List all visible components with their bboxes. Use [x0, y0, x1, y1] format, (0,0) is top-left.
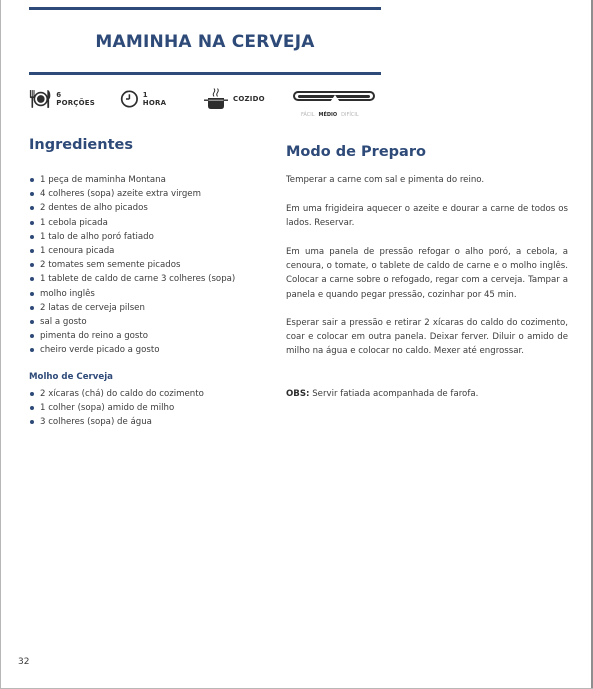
preparation-step: Em uma panela de pressão refogar o alho poró, a cebola, a cenoura, o tomate, o tablete de caldo de carne e o molho inglês. Colocar a carne sobre o refogado, regar com a cerveja. Tampar a panela e quando pegar pressão, cozinhar por 45 min.	[286, 247, 568, 300]
ingredients-heading: Ingredientes	[29, 137, 133, 153]
time-info	[120, 86, 169, 112]
ingredient-item: 1 cebola picada	[29, 216, 235, 230]
preparation-step: Esperar sair a pressão e retirar 2 xícaras do caldo do cozimento, coar e colocar em outra panela. Deixar ferver. Diluir o amido de milho na água e colocar no caldo. Mexer até engrossar.	[286, 318, 568, 357]
method-label: COZIDO	[233, 95, 265, 103]
difficulty-scale	[293, 91, 377, 118]
title-rule-top	[29, 7, 381, 10]
ingredient-item: 2 tomates sem semente picados	[29, 258, 235, 272]
difficulty-level-hard: DIFÍCIL	[341, 112, 359, 118]
method-info	[203, 86, 265, 112]
ingredient-item: 1 cenoura picada	[29, 244, 235, 258]
ingredient-item: 4 colheres (sopa) azeite extra virgem	[29, 187, 235, 201]
difficulty-bar	[293, 91, 375, 101]
sauce-heading: Molho de Cerveja	[29, 372, 113, 382]
sauce-ingredient-item: 2 xícaras (chá) do caldo do cozimento	[29, 387, 204, 401]
preparation-note	[286, 387, 568, 401]
difficulty-labels	[301, 112, 363, 118]
ingredient-item: pimenta do reino a gosto	[29, 329, 235, 343]
obs-label: OBS:	[286, 389, 310, 399]
portions-info	[29, 86, 98, 112]
ingredient-item: molho inglês	[29, 287, 235, 301]
portions-label: 6 PORÇÕES	[56, 91, 96, 107]
preparation-step: Temperar a carne com sal e pimenta do reino.	[286, 175, 485, 185]
recipe-title: MAMINHA NA CERVEJA	[95, 32, 315, 52]
ingredient-item: 1 peça de maminha Montana	[29, 173, 235, 187]
time-label: 1 HORA	[142, 91, 167, 107]
ingredient-item: 1 tablete de caldo de carne 3 colheres (sopa)	[29, 272, 235, 286]
sauce-ingredients-list	[29, 387, 204, 430]
preparation-step: Em uma frigideira aquecer o azeite e dourar a carne de todos os lados. Reservar.	[286, 204, 568, 229]
ingredient-item: 2 dentes de alho picados	[29, 201, 235, 215]
page-number: 32	[18, 657, 30, 667]
ingredient-item: cheiro verde picado a gosto	[29, 343, 235, 357]
pot-icon	[203, 87, 229, 111]
sauce-ingredient-item: 3 colheres (sopa) de água	[29, 415, 204, 429]
preparation-heading: Modo de Preparo	[286, 144, 426, 160]
difficulty-level-medium: MÉDIO	[318, 112, 338, 118]
ingredient-item: 1 talo de alho poró fatiado	[29, 230, 235, 244]
title-rule-bottom	[29, 72, 381, 75]
ingredients-list	[29, 173, 235, 358]
sauce-ingredient-item: 1 colher (sopa) amido de milho	[29, 401, 204, 415]
page-edge-left	[0, 0, 1, 689]
ingredient-item: 2 latas de cerveja pilsen	[29, 301, 235, 315]
difficulty-marker-icon	[330, 95, 340, 102]
clock-icon	[120, 87, 139, 111]
difficulty-level-easy: FÁCIL	[301, 112, 315, 118]
ingredient-item: sal a gosto	[29, 315, 235, 329]
plate-cutlery-icon	[29, 87, 52, 111]
obs-text: Servir fatiada acompanhada de farofa.	[309, 389, 479, 399]
